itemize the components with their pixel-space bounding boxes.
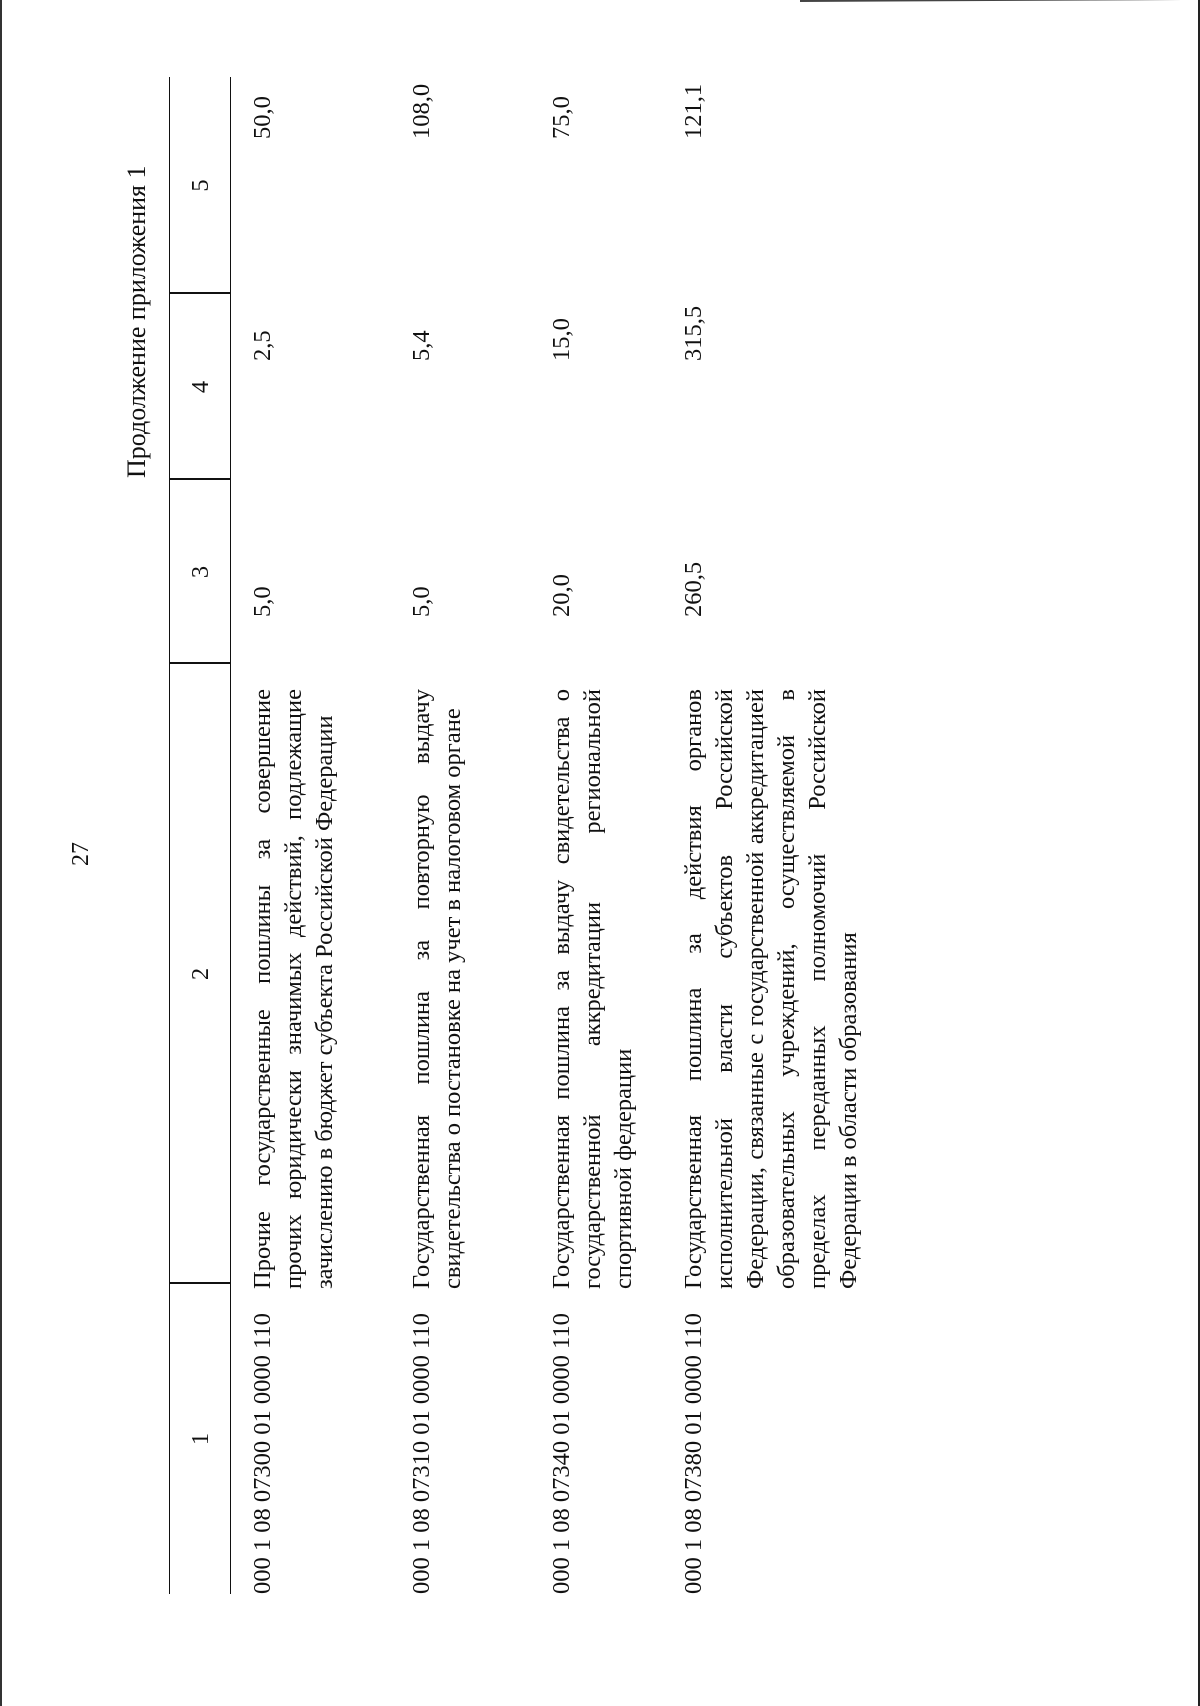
row-value-col5: 75,0 [548, 96, 575, 139]
appendix-caption: Продолжение приложения 1 [122, 165, 151, 478]
row-value-col3: 5,0 [408, 586, 435, 617]
header-col-1: 1 [186, 1432, 214, 1446]
page-number: 27 [68, 842, 94, 866]
row-code: 000 1 08 07310 01 0000 110 [408, 1313, 435, 1594]
header-col-2: 2 [186, 967, 214, 981]
row-description: Государственная пошлина за действия органов исполнительной власти субъектов Российской Федерации, связанные с государственной аккредитацией образовательных учреждений, осуществляемой в пределах переданных полномочий Российской Федерации в области образования [680, 689, 862, 1289]
row-value-col3: 20,0 [548, 574, 575, 617]
table-row [406, 77, 546, 1594]
row-value-col5: 50,0 [249, 96, 276, 139]
row-value-col4: 315,5 [680, 305, 707, 361]
row-value-col4: 2,5 [249, 330, 276, 361]
table-row [678, 77, 898, 1594]
revenue-table [169, 77, 898, 1594]
row-code: 000 1 08 07380 01 0000 110 [680, 1313, 707, 1594]
row-value-col4: 5,4 [408, 330, 435, 361]
table-header-row [169, 77, 231, 1594]
row-description: Государственная пошлина за повторную выдачу свидетельства о постановке на учет в налоговом органе [408, 689, 466, 1289]
row-value-col3: 260,5 [680, 561, 707, 617]
row-code: 000 1 08 07300 01 0000 110 [249, 1313, 276, 1594]
header-col-5: 5 [186, 179, 214, 192]
row-value-col3: 5,0 [249, 586, 276, 617]
row-value-col5: 108,0 [408, 83, 435, 139]
row-code: 000 1 08 07340 01 0000 110 [548, 1313, 575, 1594]
row-description: Прочие государственные пошлины за совершение прочих юридически значимых действий, подлежащие зачислению в бюджет субъекта Российской Федерации [249, 689, 338, 1289]
row-description: Государственная пошлина за выдачу свидетельства о государственной аккредитации региональной спортивной федерации [548, 689, 637, 1289]
table-row [546, 77, 678, 1594]
row-value-col4: 15,0 [548, 318, 575, 361]
row-value-col5: 121,1 [680, 83, 707, 139]
table-row [231, 77, 406, 1594]
header-col-3: 3 [186, 565, 214, 579]
header-col-4: 4 [186, 380, 214, 394]
